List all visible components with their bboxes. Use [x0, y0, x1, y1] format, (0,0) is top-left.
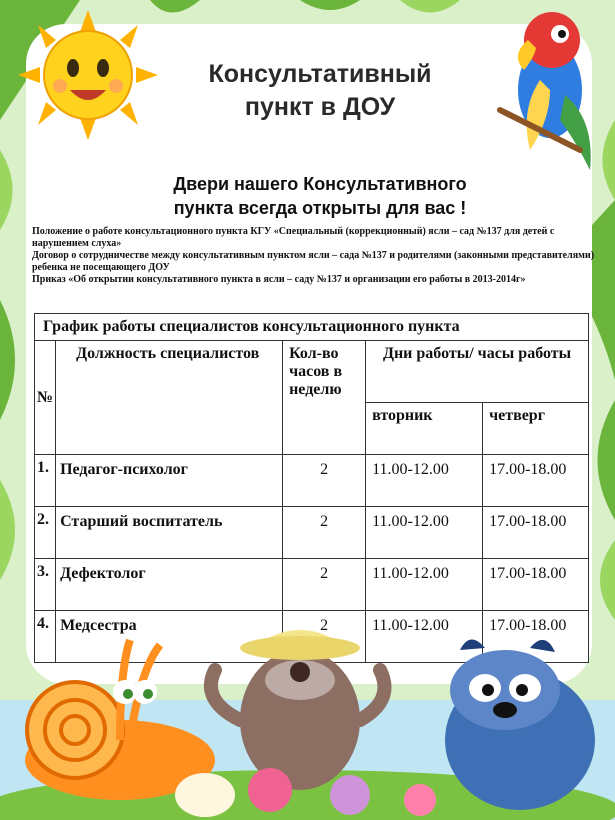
- schedule-caption: График работы специалистов консультационного пункта: [35, 314, 589, 341]
- table-row: [35, 559, 589, 611]
- sun-icon: [18, 10, 158, 140]
- row-tuesday: 11.00-12.00: [366, 455, 483, 507]
- row-thursday: 17.00-18.00: [483, 559, 589, 611]
- header-days: Дни работы/ часы работы: [366, 341, 589, 403]
- documents-list: [32, 226, 600, 286]
- subtitle-line-2: пункта всегда открыты для вас !: [173, 198, 467, 218]
- row-thursday: 17.00-18.00: [483, 507, 589, 559]
- title-line-2: пункт в ДОУ: [244, 93, 396, 121]
- table-row: [35, 455, 589, 507]
- row-number: 4.: [35, 611, 56, 663]
- header-hours: Кол-во часов в неделю: [283, 341, 366, 455]
- row-number: 2.: [35, 507, 56, 559]
- row-hours: 2: [283, 507, 366, 559]
- snail-icon: [25, 640, 215, 800]
- egg-icon: [175, 773, 235, 817]
- row-number: 1.: [35, 455, 56, 507]
- note-regulation: Положение о работе консультационного пункта КГУ «Специальный (коррекционный) ясли – сад №137 для детей с нарушением слуха»: [32, 226, 555, 249]
- row-tuesday: 11.00-12.00: [366, 507, 483, 559]
- row-number: 3.: [35, 559, 56, 611]
- row-position: Дефектолог: [56, 559, 283, 611]
- raccoon-icon: [445, 639, 595, 810]
- row-position: Старший воспитатель: [56, 507, 283, 559]
- row-hours: 2: [283, 611, 366, 663]
- row-position: Педагог-психолог: [56, 455, 283, 507]
- header-tuesday: вторник: [366, 403, 483, 455]
- row-tuesday: 11.00-12.00: [366, 611, 483, 663]
- table-row: [35, 507, 589, 559]
- header-number: №: [35, 341, 56, 455]
- header-position: Должность специалистов: [56, 341, 283, 455]
- cartoon-characters: [0, 610, 615, 820]
- mole-icon: [211, 630, 385, 790]
- note-order: Приказ «Об открытии консультативного пункта в ясли – саду №137 и организации его работы в 2013-2014г»: [32, 274, 526, 285]
- poster-title: [170, 58, 470, 124]
- row-hours: 2: [283, 559, 366, 611]
- subtitle-line-1: Двери нашего Консультативного: [173, 174, 467, 194]
- row-hours: 2: [283, 455, 366, 507]
- parrot-icon: [480, 0, 615, 190]
- header-thursday: четверг: [483, 403, 589, 455]
- row-thursday: 17.00-18.00: [483, 455, 589, 507]
- row-position: Медсестра: [56, 611, 283, 663]
- title-line-1: Консультативный: [208, 60, 432, 88]
- row-thursday: 17.00-18.00: [483, 611, 589, 663]
- poster-subtitle: [110, 172, 530, 220]
- row-tuesday: 11.00-12.00: [366, 559, 483, 611]
- note-agreement: Договор о сотрудничестве между консультативным пунктом ясли – сада №137 и родителями (законными представителями) ребенка не посещающего ДОУ: [32, 250, 595, 273]
